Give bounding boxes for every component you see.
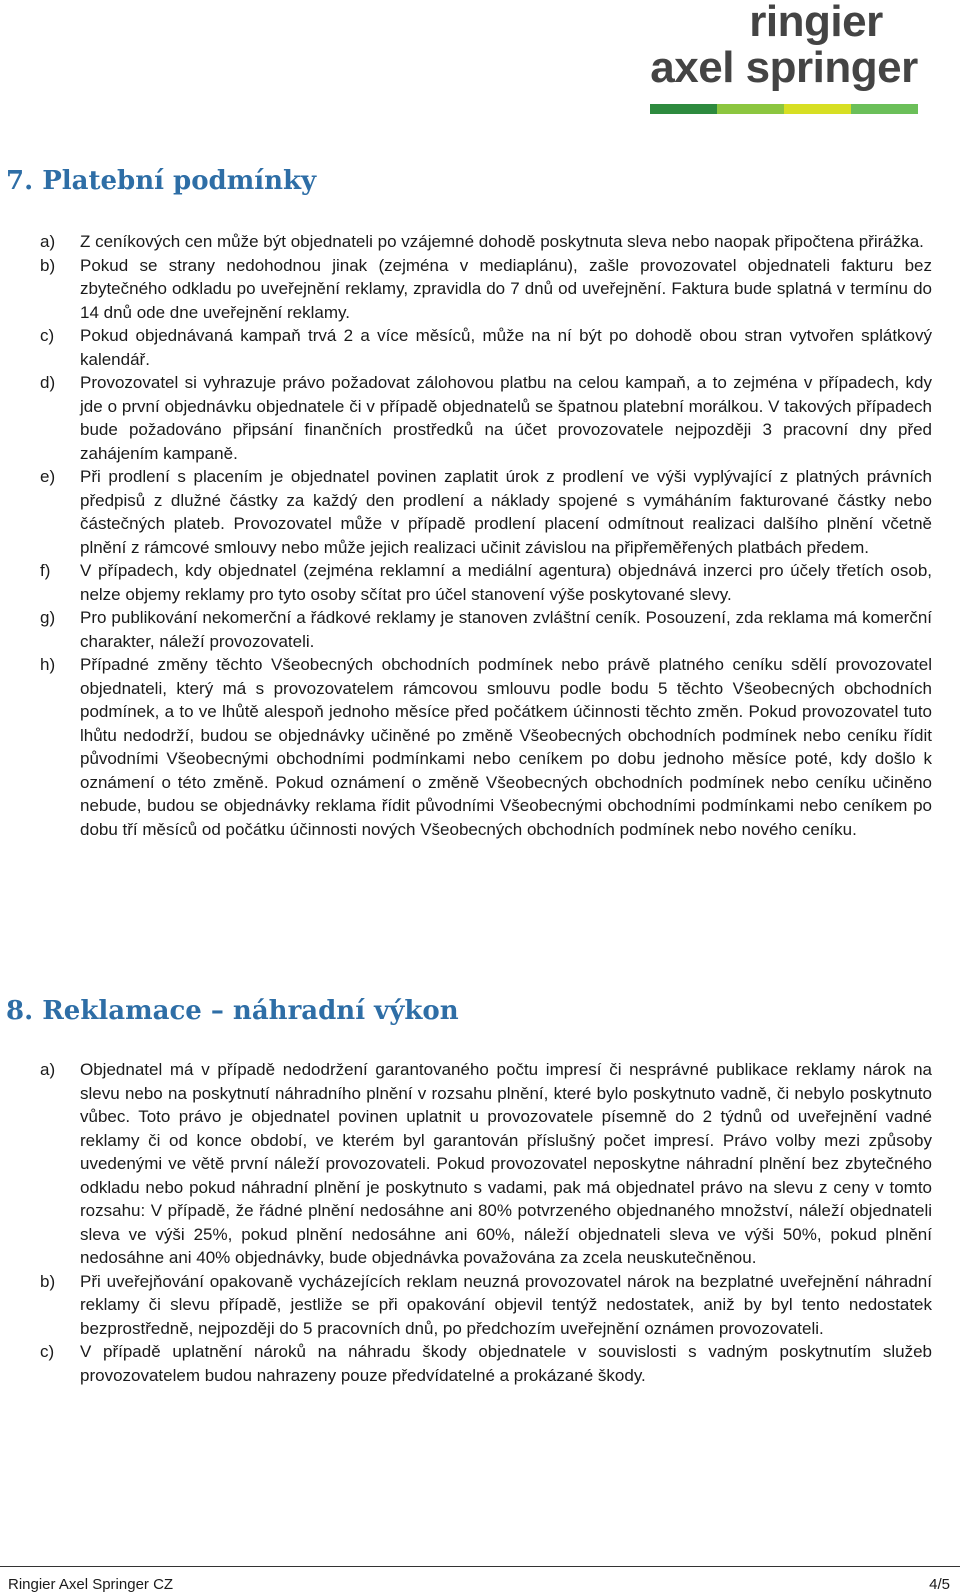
list-item-marker: c) bbox=[40, 1342, 55, 1361]
list-item-marker: a) bbox=[40, 1060, 56, 1079]
list-item bbox=[40, 1270, 932, 1341]
footer-page-number: 4/5 bbox=[929, 1576, 950, 1593]
list-item bbox=[40, 371, 932, 465]
list-item-marker: h) bbox=[40, 655, 56, 674]
list-item-marker: b) bbox=[40, 1271, 56, 1291]
list-item-text: Pokud objednávaná kampaň trvá 2 a více měsíců, může na ní být po dohodě obou stran vytvořen splátkový kalendář. bbox=[80, 326, 932, 369]
list-item bbox=[40, 230, 932, 254]
list-item-marker: g) bbox=[40, 608, 56, 627]
list-item-text: Provozovatel si vyhrazuje právo požadovat zálohovou platbu na celou kampaň, a to zejména v případech, kdy jde o první objednávku objednatele či v případě objednatelů se špatnou platební morálkou. V takových případech bude požadováno připsání finančních prostředků na účet provozovatele nejpozději 3 pracovní dny před zahájením kampaně. bbox=[80, 373, 932, 463]
list-item-marker: f) bbox=[40, 561, 51, 580]
list-item-marker: a) bbox=[40, 232, 56, 251]
list-item-text: Pro publikování nekomerční a řádkové reklamy je stanoven zvláštní ceník. Posouzení, zda reklama má komerční charakter, náleží provozovateli. bbox=[80, 608, 932, 651]
list-item bbox=[40, 324, 932, 371]
logo-stripe-segment bbox=[717, 104, 784, 114]
company-logo bbox=[644, 0, 924, 114]
list-item bbox=[40, 606, 932, 653]
list-item-marker: c) bbox=[40, 326, 55, 345]
section-7-heading: 7. Platební podmínky bbox=[6, 166, 317, 196]
logo-color-stripe bbox=[650, 104, 918, 114]
list-item-marker: d) bbox=[40, 373, 56, 392]
logo-line-1: ringier bbox=[749, 0, 883, 46]
list-item-marker: b) bbox=[40, 255, 56, 275]
list-item-text: Z ceníkových cen může být objednateli po vzájemné dohodě poskytnuta sleva nebo naopak připočtena přirážka. bbox=[80, 232, 924, 251]
list-item bbox=[40, 465, 932, 559]
list-item-text: V případě uplatnění nároků na náhradu škody objednatele v souvislosti s vadným poskytnutím služeb provozovatelem budou nahrazeny pouze předvídatelné a prokázané škody. bbox=[80, 1342, 932, 1385]
logo-stripe-segment bbox=[650, 104, 717, 114]
section-8-heading: 8. Reklamace – náhradní výkon bbox=[6, 996, 459, 1026]
footer-company: Ringier Axel Springer CZ bbox=[8, 1576, 174, 1593]
list-item bbox=[40, 653, 932, 841]
list-item-text: V případech, kdy objednatel (zejména reklamní a mediální agentura) objednává inzerci pro účely třetích osob, nelze objemy reklamy pro tyto osoby sčítat pro účel stanovení výše poskytované slevy. bbox=[80, 561, 932, 604]
logo-stripe-segment bbox=[784, 104, 851, 114]
logo-line-2: axel springer bbox=[650, 43, 918, 92]
logo-stripe-segment bbox=[851, 104, 918, 114]
list-item-text: Případné změny těchto Všeobecných obchodních podmínek nebo právě platného ceníku sdělí provozovatel objednateli, který má s provozovatelem rámcovou smlouvu podle bodu 5 těchto Všeobecných obchodních podmínek, a to ve lhůtě alespoň jednoho měsíce před počátkem účinnosti těchto změn. Pokud provozovatel tuto lhůtu nedodrží, budou se objednávky učiněné po změně Všeobecných obchodních podmínek nebo ceníku řídit původními Všeobecnými obchodními podmínkami nebo ceníkem po dobu jednoho měsíce poté, kdy došlo k oznámení o této změně. Pokud oznámení o změně Všeobecných obchodních podmínek nebo ceníku učiněno nebude, budou se objednávky reklama řídit původními Všeobecnými obchodními podmínkami nebo ceníkem po dobu tří měsíců od počátku účinnosti nových Všeobecných obchodních podmínek nebo nového ceníku. bbox=[80, 655, 932, 839]
footer-divider bbox=[0, 1566, 960, 1567]
list-item bbox=[40, 1340, 932, 1387]
section-8-list bbox=[40, 1058, 932, 1387]
list-item bbox=[40, 559, 932, 606]
list-item bbox=[40, 254, 932, 325]
section-7-list bbox=[40, 230, 932, 841]
list-item-text: Při uveřejňování opakovaně vycházejících reklam neuzná provozovatel nárok na bezplatné uveřejnění náhradní reklamy či slevu případě, jestliže se při opakování objevil tentýž nedostatek, aniž by byl tento nedostatek bezprostředně, nejpozději do 5 pracovních dnů, po předchozím uveřejnění oznámen provozovateli. bbox=[80, 1271, 932, 1338]
list-item-marker: e) bbox=[40, 467, 56, 486]
list-item-text: Pokud se strany nedohodnou jinak (zejména v mediaplánu), zašle provozovatel objednateli fakturu bez zbytečného odkladu po uveřejnění reklamy, zpravidla do 7 dnů od uveřejnění. Faktura bude splatná v termínu do 14 dnů ode dne uveřejnění reklamy. bbox=[80, 255, 932, 322]
list-item bbox=[40, 1058, 932, 1270]
list-item-text: Objednatel má v případě nedodržení garantovaného počtu impresí či nesprávné publikace reklamy nárok na slevu nebo na poskytnutí náhradního plnění v rozsahu plnění, které bylo poskytnuto vadně, či nebylo poskytnuto vůbec. Toto právo je objednatel povinen uplatnit u provozovatele písemně do 2 týdnů od uveřejnění vadné reklamy či od konce období, ve kterém byl garantován příslušný počet impresí. Právo volby mezi způsoby uvedenými ve větě první náleží provozovateli. Pokud provozovatel neposkytne náhradní plnění bez zbytečného odkladu nebo pokud náhradní plnění je poskytnuto s vadami, pak má objednatel právo na slevu z ceny v tomto rozsahu: V případě, že řádné plnění nedosáhne ani 80% potvrzeného objednaného množství, náleží objednateli sleva ve výši 25%, pokud plnění nedosáhne ani 60%, náleží objednateli sleva ve výši 50%, pokud plnění nedosáhne ani 40% objednávky, bude objednávka považována za zcela neuskutečněnou. bbox=[80, 1060, 932, 1267]
list-item-text: Při prodlení s placením je objednatel povinen zaplatit úrok z prodlení ve výši vyplývající z platných právních předpisů z dlužné částky za každý den prodlení a náklady spojené s vymáháním fakturované částky nebo částečných plateb. Provozovatel může v případě prodlení placení odmítnout realizaci dalšího plnění včetně plnění z rámcové smlouvy nebo může jejich realizaci učinit závislou na připřeměřených platbách předem. bbox=[80, 467, 932, 557]
